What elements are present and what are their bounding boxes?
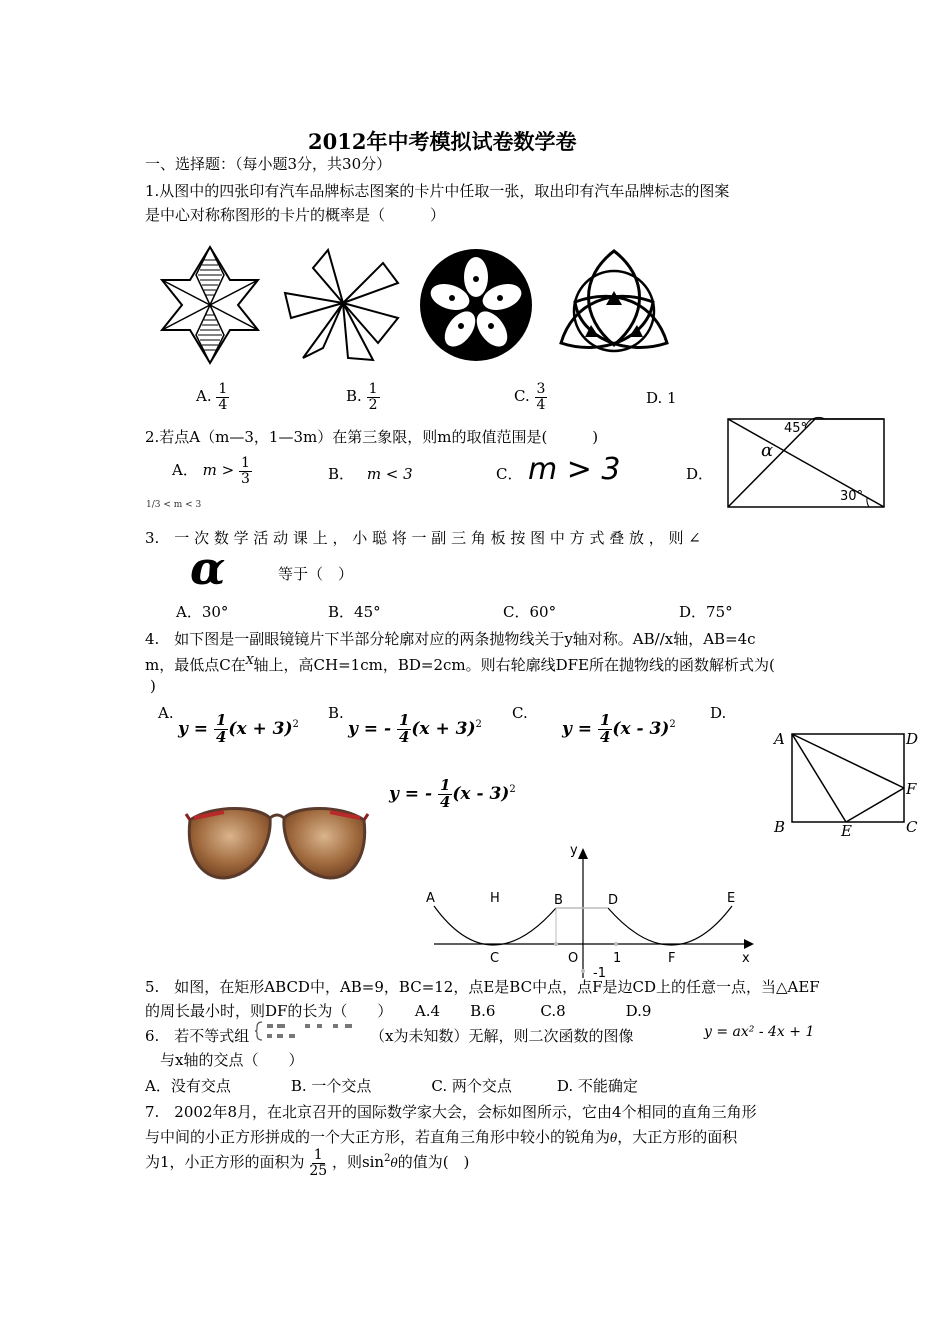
q4-line2-end: 轴上，高CH=1cm，BD=2cm。则右轮廓线DFE所在抛物线的函数解析式为( xyxy=(253,656,775,674)
formula-sign: - xyxy=(383,718,392,739)
label-f: F xyxy=(906,780,917,798)
q4-line2-start: m，最低点C在 xyxy=(145,656,246,674)
q7-line3-middle: ，则sin xyxy=(331,1153,385,1172)
option-value: 1 xyxy=(667,389,677,407)
fraction-numerator: 1 xyxy=(313,1147,323,1163)
formula-sign: - xyxy=(424,783,433,804)
q4-line1: 4. 如下图是一副眼镜镜片下半部分轮廓对应的两条抛物线关于y轴对称。AB//x轴，AB=4c xyxy=(145,630,756,648)
fraction-denominator: 2 xyxy=(368,396,378,413)
tick-1-label: 1 xyxy=(613,951,622,966)
q1-option-c xyxy=(514,382,547,412)
fraction-numerator: 1 xyxy=(218,381,228,397)
label-a: A xyxy=(774,730,785,748)
q6-function: y = ax² - 4x + 1 xyxy=(704,1024,815,1040)
formula-inner: (x - 3) xyxy=(612,718,670,739)
q6-line2: 与x轴的交点（ ） xyxy=(160,1051,304,1069)
point-d-label: D xyxy=(608,893,619,908)
q3-alpha-symbol: α xyxy=(190,541,226,595)
q4-line3: ) xyxy=(150,677,156,695)
q2-option-c-letter: C． xyxy=(496,465,523,483)
logo-star-figure xyxy=(160,245,260,365)
section-heading: 一、选择题：（每小题3分，共30分） xyxy=(145,155,392,173)
q3-option-b: B．45° xyxy=(328,603,381,621)
fraction-denominator: 3 xyxy=(240,470,250,487)
option-math: m > xyxy=(202,461,235,480)
q1-line2: 是中心对称称图形的卡片的概率是（ ） xyxy=(145,206,446,224)
point-c-label: C xyxy=(490,951,500,966)
q5-line2: 的周长最小时，则DF的长为（ ） A.4 B.6 C.8 D.9 xyxy=(145,1002,652,1020)
triangle-set-figure xyxy=(727,418,887,510)
q6-options: A．没有交点 B. 一个交点 C. 两个交点 D. 不能确定 xyxy=(145,1077,638,1095)
x-axis-symbol: X xyxy=(245,654,254,667)
q4-option-a-letter: A. xyxy=(158,704,174,722)
tick-neg1-label: -1 xyxy=(593,966,606,981)
q7-line2 xyxy=(145,1126,737,1147)
fraction-denominator: 4 xyxy=(536,396,546,413)
label-c: C xyxy=(906,818,918,836)
q2-option-a xyxy=(172,456,252,486)
fraction-denominator: 4 xyxy=(218,396,228,413)
option-letter: A. xyxy=(196,387,212,406)
inequality-system-image xyxy=(255,1020,365,1042)
q2-option-b xyxy=(328,463,413,484)
q7-line3-end: 的值为( ) xyxy=(397,1153,470,1172)
point-h-label: H xyxy=(490,891,500,906)
q4-formula-b: y = - $\frac{1}{4}$ $(x + 3)^2$ xyxy=(348,711,482,746)
point-f-label: F xyxy=(668,951,676,966)
option-math: m < 3 xyxy=(366,465,413,483)
formula-inner: (x - 3) xyxy=(452,783,510,804)
q3-option-c: C．60° xyxy=(503,603,557,621)
formula-inner: (x + 3) xyxy=(411,718,476,739)
q4-line2 xyxy=(145,654,775,675)
q7-line2-start: 与中间的小正方形拼成的一个大正方形，若直角三角形中较小的锐角为 xyxy=(145,1128,611,1146)
q1-option-a xyxy=(196,382,229,412)
q2-option-d-letter: D． xyxy=(686,465,714,483)
q4-option-c-letter: C. xyxy=(512,704,528,722)
option-letter: C. xyxy=(514,387,530,406)
origin-label: O xyxy=(568,951,579,966)
logo-triquetra-figure xyxy=(553,247,675,359)
q7-line1: 7. 2002年8月，在北京召开的国际数学家大会，会标如图所示，它由4个相同的直角三角形 xyxy=(145,1103,757,1121)
q2-stem: 2.若点A（m—3，1—3m）在第三象限，则m的取值范围是( ) xyxy=(145,428,599,446)
theta-symbol: θ xyxy=(610,1131,618,1145)
alpha-label: α xyxy=(761,440,774,461)
q1-option-b xyxy=(346,382,380,412)
q5-line1: 5. 如图，在矩形ABCD中，AB=9，BC=12，点E是BC中点，点F是边CD上的任意一点，当△AEF xyxy=(145,978,820,996)
angle-30-label: 30° xyxy=(840,489,864,504)
angle-45-label: 45° xyxy=(784,421,808,436)
q7-line3: 为1，小正方形的面积为 $\frac{1}{25}$ ，则$\sin^2\theta$的值为( ) xyxy=(145,1147,470,1179)
q4-option-d-letter: D. xyxy=(710,704,727,722)
q1-line1: 1.从图中的四张印有汽车品牌标志图案的卡片中任取一张，取出印有汽车品牌标志的图案 xyxy=(145,182,730,200)
q3-option-a: A．30° xyxy=(176,603,229,621)
option-letter: B. xyxy=(346,387,362,406)
q7-line3-start: 为1，小正方形的面积为 xyxy=(145,1153,305,1172)
y-axis-label: y xyxy=(570,843,578,858)
label-b: B xyxy=(774,818,786,836)
q3-line2: 等于（ ） xyxy=(278,565,354,583)
rectangle-abcd-figure xyxy=(772,728,922,843)
q2-option-c-math: m > 3 xyxy=(528,452,621,487)
point-a-label: A xyxy=(426,891,435,906)
sunglasses-image xyxy=(184,798,370,884)
q6-line1-start: 6. 若不等式组 xyxy=(145,1027,250,1045)
option-letter: A． xyxy=(172,461,198,480)
label-e: E xyxy=(841,822,852,840)
q3-line1: 3. 一 次 数 学 活 动 课 上 ， 小 聪 将 一 副 三 角 板 按 图 中 方 式 叠 放 ， 则 ∠ xyxy=(145,529,701,547)
fraction-numerator: 3 xyxy=(536,381,546,397)
option-letter: B． xyxy=(328,465,355,483)
theta-symbol: θ xyxy=(390,1156,398,1171)
q3-option-d: D．75° xyxy=(679,603,733,621)
q4-option-b-letter: B. xyxy=(328,704,344,722)
logo-flower-figure xyxy=(418,247,534,363)
q2-option-d-math: 1/3 < m < 3 xyxy=(146,500,202,510)
label-d: D xyxy=(906,730,919,748)
q6-line1-end: （x为未知数）无解，则二次函数的图像 xyxy=(370,1027,634,1045)
q4-formula-a: y = $\frac{1}{4}$ $(x + 3)^2$ xyxy=(178,711,299,746)
q4-formula-c: y = $\frac{1}{4}$ (x - 3)$^2$ xyxy=(562,711,676,746)
q1-option-d xyxy=(646,389,677,407)
fraction-numerator: 1 xyxy=(368,381,378,397)
page-title: 2012年中考模拟试卷数学卷 xyxy=(308,129,577,154)
q7-line2-end: ，大正方形的面积 xyxy=(617,1128,738,1146)
parabola-graph xyxy=(420,838,760,983)
point-e-label: E xyxy=(727,891,736,906)
q4-formula-d: y = - $\frac{1}{4}$ (x - 3)$^2$ xyxy=(389,776,516,811)
x-axis-label: x xyxy=(742,951,750,966)
formula-inner: (x + 3) xyxy=(228,718,293,739)
fraction-denominator: 25 xyxy=(309,1162,328,1179)
fraction-numerator: 1 xyxy=(240,455,250,471)
option-letter: D. xyxy=(646,389,663,407)
point-b-label: B xyxy=(554,893,563,908)
logo-pinwheel-figure xyxy=(283,248,403,363)
